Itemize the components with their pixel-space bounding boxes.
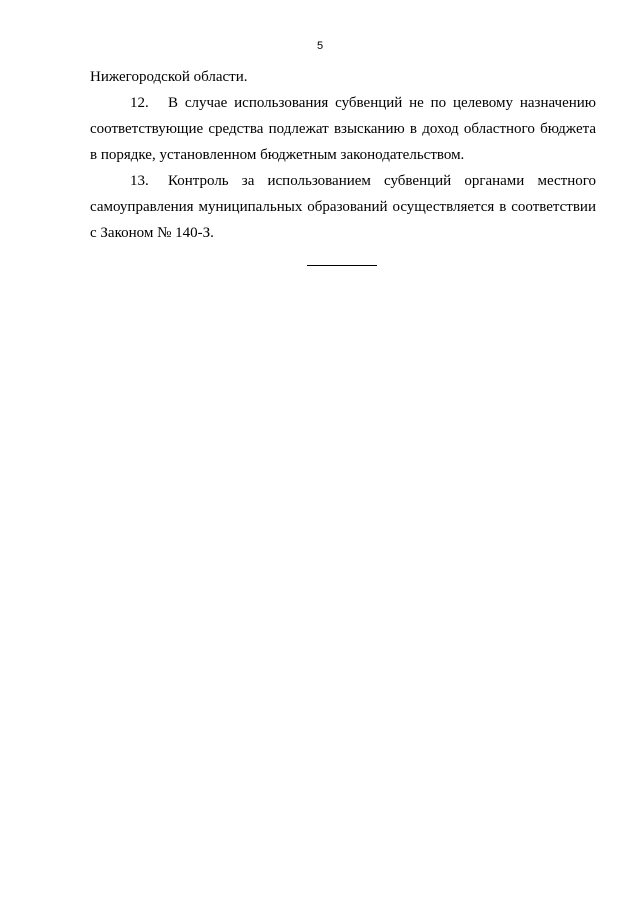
paragraph-item-13 <box>90 168 596 246</box>
paragraph-first-line <box>90 168 596 194</box>
paragraph-number: 13. <box>130 173 149 189</box>
paragraph-line: самоуправления муниципальных образований осуществляется в соответствии <box>90 199 596 215</box>
paragraph-line: в порядке, установленном бюджетным законодательством. <box>90 147 465 163</box>
document-body <box>90 64 596 246</box>
paragraph-item-12 <box>90 90 596 168</box>
paragraph-first-line <box>90 90 596 116</box>
paragraph-line: соответствующие средства подлежат взысканию в доход областного бюджета <box>90 121 596 137</box>
paragraph-text: В случае использования субвенций не по целевому назначению <box>168 95 596 111</box>
page-number: 5 <box>316 40 324 52</box>
paragraph-text: Контроль за использованием субвенций органами местного <box>168 173 596 189</box>
paragraph-line: с Законом № 140-З. <box>90 225 214 241</box>
end-separator-line <box>307 265 377 266</box>
paragraph-number: 12. <box>130 95 149 111</box>
paragraph-continuation: Нижегородской области. <box>90 69 248 85</box>
